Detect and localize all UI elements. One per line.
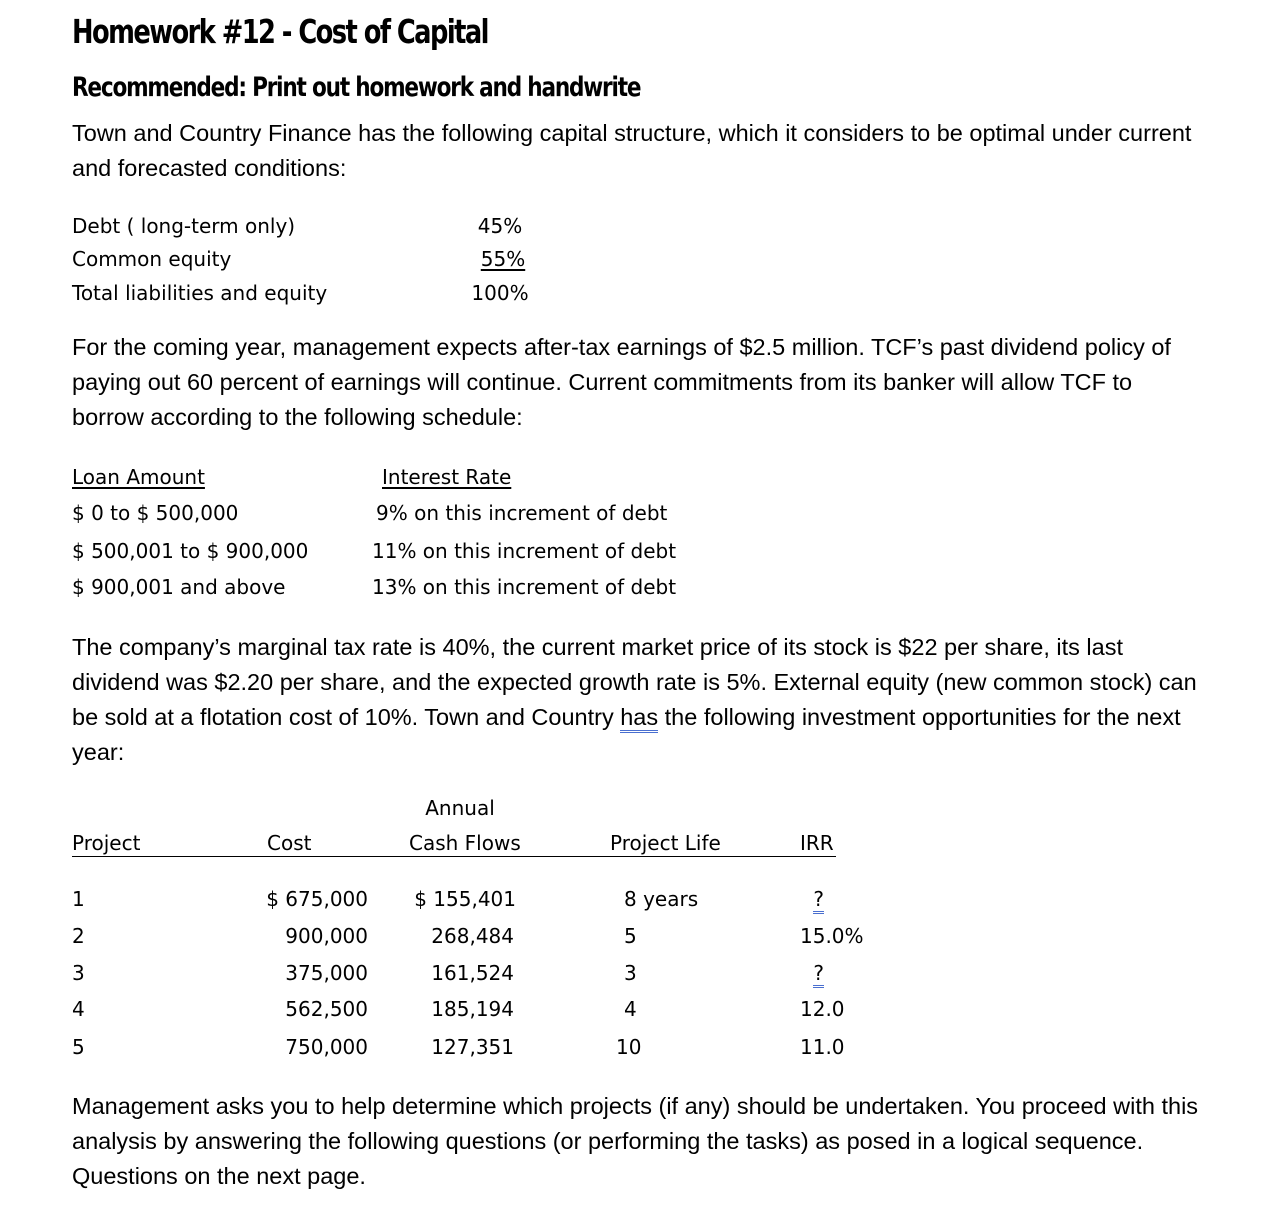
interest-rate-cell: 9% on this increment of debt (376, 501, 668, 525)
page-title: Homework #12 - Cost of Capital (72, 12, 488, 51)
project-number: 3 (72, 961, 85, 985)
project-number: 4 (72, 997, 85, 1021)
project-cost: 562,500 (285, 997, 368, 1021)
loan-amount-cell: $ 500,001 to $ 900,000 (72, 539, 309, 563)
project-cash-flow: $ 155,401 (414, 887, 516, 911)
interest-rate-cell: 13% on this increment of debt (372, 575, 677, 599)
cost-header: Cost (267, 831, 312, 855)
capital-structure-label: Debt ( long-term only) (72, 214, 296, 238)
capital-structure-label: Common equity (72, 247, 232, 271)
page-subtitle: Recommended: Print out homework and handwrite (72, 72, 641, 103)
capital-structure-value: 55% (480, 247, 526, 271)
interest-rate-header: Interest Rate (382, 465, 512, 489)
intro-paragraph: Town and Country Finance has the following capital structure, which it considers to be optimal under current and forecasted conditions: (72, 120, 1192, 181)
annual-header: Annual (425, 796, 495, 820)
project-irr: 15.0% (800, 924, 864, 948)
cash-flows-header: Cash Flows (409, 831, 521, 855)
loan-amount-cell: $ 0 to $ 500,000 (72, 501, 239, 525)
project-cost: 375,000 (285, 961, 368, 985)
project-life-header: Project Life (610, 831, 721, 855)
capital-structure-value: 45% (477, 214, 523, 238)
capital-structure-value: 100% (471, 281, 529, 305)
header-rule (72, 856, 836, 857)
market-info-paragraph: The company’s marginal tax rate is 40%, the current market price of its stock is $22 per share, its last dividend was $2.20 per share, and the expected growth rate is 5%. External equity (new common stock) can be sold at a flotation cost of 10%. Town and Country has the following investment opportunities for the next year: (72, 634, 1197, 765)
project-number: 2 (72, 924, 85, 948)
project-life: 10 (616, 1035, 642, 1059)
project-header: Project (72, 831, 141, 855)
interest-rate-cell: 11% on this increment of debt (372, 539, 677, 563)
dividend-paragraph: For the coming year, management expects after-tax earnings of $2.5 million. TCF’s past dividend policy of paying out 60 percent of earnings will continue. Current commitments from its banker will allow TCF to borrow according to the following schedule: (72, 334, 1171, 430)
project-cash-flow: 127,351 (431, 1035, 514, 1059)
project-number: 5 (72, 1035, 85, 1059)
project-life: 5 (624, 924, 637, 948)
project-irr: ? (802, 887, 824, 911)
project-cash-flow: 161,524 (431, 961, 514, 985)
has-word: has (620, 704, 658, 733)
project-life: 8 years (624, 887, 699, 911)
project-irr: 11.0 (800, 1035, 845, 1059)
project-cash-flow: 185,194 (431, 997, 514, 1021)
loan-amount-header: Loan Amount (72, 465, 205, 489)
project-number: 1 (72, 887, 85, 911)
closing-paragraph: Management asks you to help determine which projects (if any) should be undertaken. You proceed with this analysis by answering the following questions (or performing the tasks) as posed in a logical sequence. Questions on the next page. (72, 1093, 1199, 1189)
project-life: 4 (624, 997, 637, 1021)
capital-structure-label: Total liabilities and equity (72, 281, 328, 305)
project-irr: 12.0 (800, 997, 845, 1021)
project-cost: $ 675,000 (266, 887, 368, 911)
project-life: 3 (624, 961, 637, 985)
project-cost: 750,000 (285, 1035, 368, 1059)
irr-header: IRR (800, 831, 834, 855)
project-cash-flow: 268,484 (431, 924, 514, 948)
loan-amount-cell: $ 900,001 and above (72, 575, 286, 599)
project-cost: 900,000 (285, 924, 368, 948)
project-irr: ? (802, 961, 824, 985)
